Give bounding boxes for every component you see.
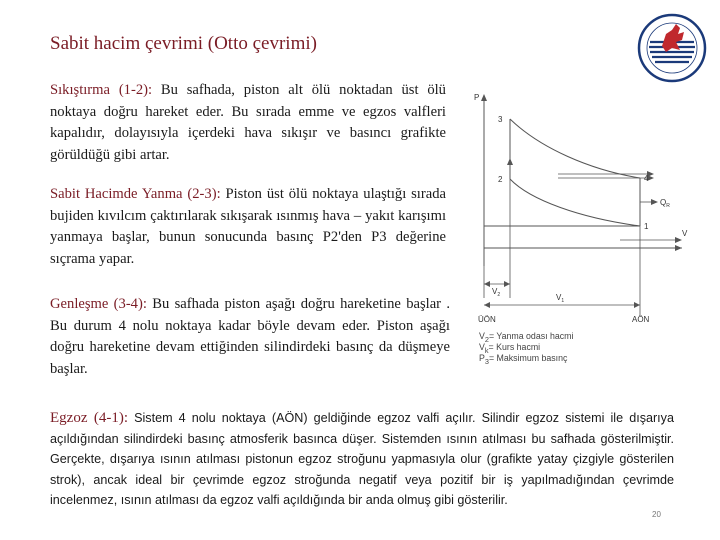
- paragraph-label: Genleşme (3-4):: [50, 296, 147, 312]
- axis-p-label: P: [474, 93, 480, 102]
- heat-out-label: $Q_R$: [660, 198, 670, 209]
- paragraph-expansion: [50, 294, 450, 380]
- page-title: Sabit hacim çevrimi (Otto çevrimi): [50, 33, 317, 54]
- expansion-curve: [510, 119, 640, 178]
- university-logo-icon: [636, 12, 708, 84]
- page-number: 20: [652, 510, 661, 519]
- aon-label: AÖN: [632, 315, 650, 324]
- paragraph-exhaust: [50, 408, 674, 511]
- paragraph-combustion: [50, 184, 446, 270]
- point-3-label: 3: [498, 115, 503, 124]
- point-2-label: 2: [498, 175, 503, 184]
- paragraph-text: Bu safhada piston aşağı doğru hareketine başlar . Bu durum 4 nolu noktaya kadar böyle devam eder. Piston aşağı doğru hareketine devam ettiğinden silindirdeki basınç da düşmeye başlar.: [50, 296, 450, 377]
- point-4-label: 4: [644, 174, 649, 183]
- point-1-label: 1: [644, 222, 649, 231]
- paragraph-label: Sıkıştırma (1-2):: [50, 82, 153, 98]
- paragraph-text: Bu safhada, piston alt ölü noktadan üst ölü noktaya doğru hareket eder. Bu sırada emme ve egzos valfleri kapalıdır, dolayısıyla içerdeki hava sıkışır ve basıncı grafikte görüldüğü gibi artar.: [50, 82, 446, 163]
- legend-item: $P_3=$ Maksimum basınç: [479, 353, 568, 366]
- pv-diagram: [470, 88, 690, 328]
- v1-label: $V_1$: [556, 293, 565, 304]
- paragraph-compression: [50, 80, 446, 166]
- paragraph-label: Egzoz (4-1):: [50, 410, 128, 426]
- compression-curve: [510, 179, 640, 226]
- legend-item: $V_k=$ Kurs hacmi: [479, 342, 541, 355]
- paragraph-text: Piston üst ölü noktaya ulaştığı sırada bujiden kıvılcım çaktırılarak sıkışarak ısınmış hava – yakıt karışımı yanmaya başlar, bunun sonucunda basınç P2'den P3 değerine sıçrama yapar.: [50, 186, 446, 267]
- legend-item: $V_2=$ Yanma odası hacmi: [479, 331, 574, 344]
- axis-v-label: V: [682, 229, 688, 238]
- v2-label: $V_2$: [492, 287, 501, 298]
- paragraph-text: Sistem 4 nolu noktaya (AÖN) geldiğinde egzoz valfi açılır. Silindir egzoz sistemi ile dışarıya açıldığından silindirdeki basınç atmosferik basınca düşer. Sistemden ısının atılması bu safhada gösterilmiştir. Gerçekte, dışarıya ısının atılması pistonun egzoz stroğunu yapmasıyla olur (grafikte yatay çizgiyle gösterilen strok), ancak ideal bir çevrimde egzoz stroğunda negatif veya pozitif bir iş yapılmadığından çevrimde incelenmez, ısının atılması da egzoz valfi açıldığında bir anda olmuş gibi gösterilir.: [50, 411, 674, 507]
- uon-label: ÜÖN: [478, 315, 496, 324]
- paragraph-label: Sabit Hacimde Yanma (2-3):: [50, 186, 221, 202]
